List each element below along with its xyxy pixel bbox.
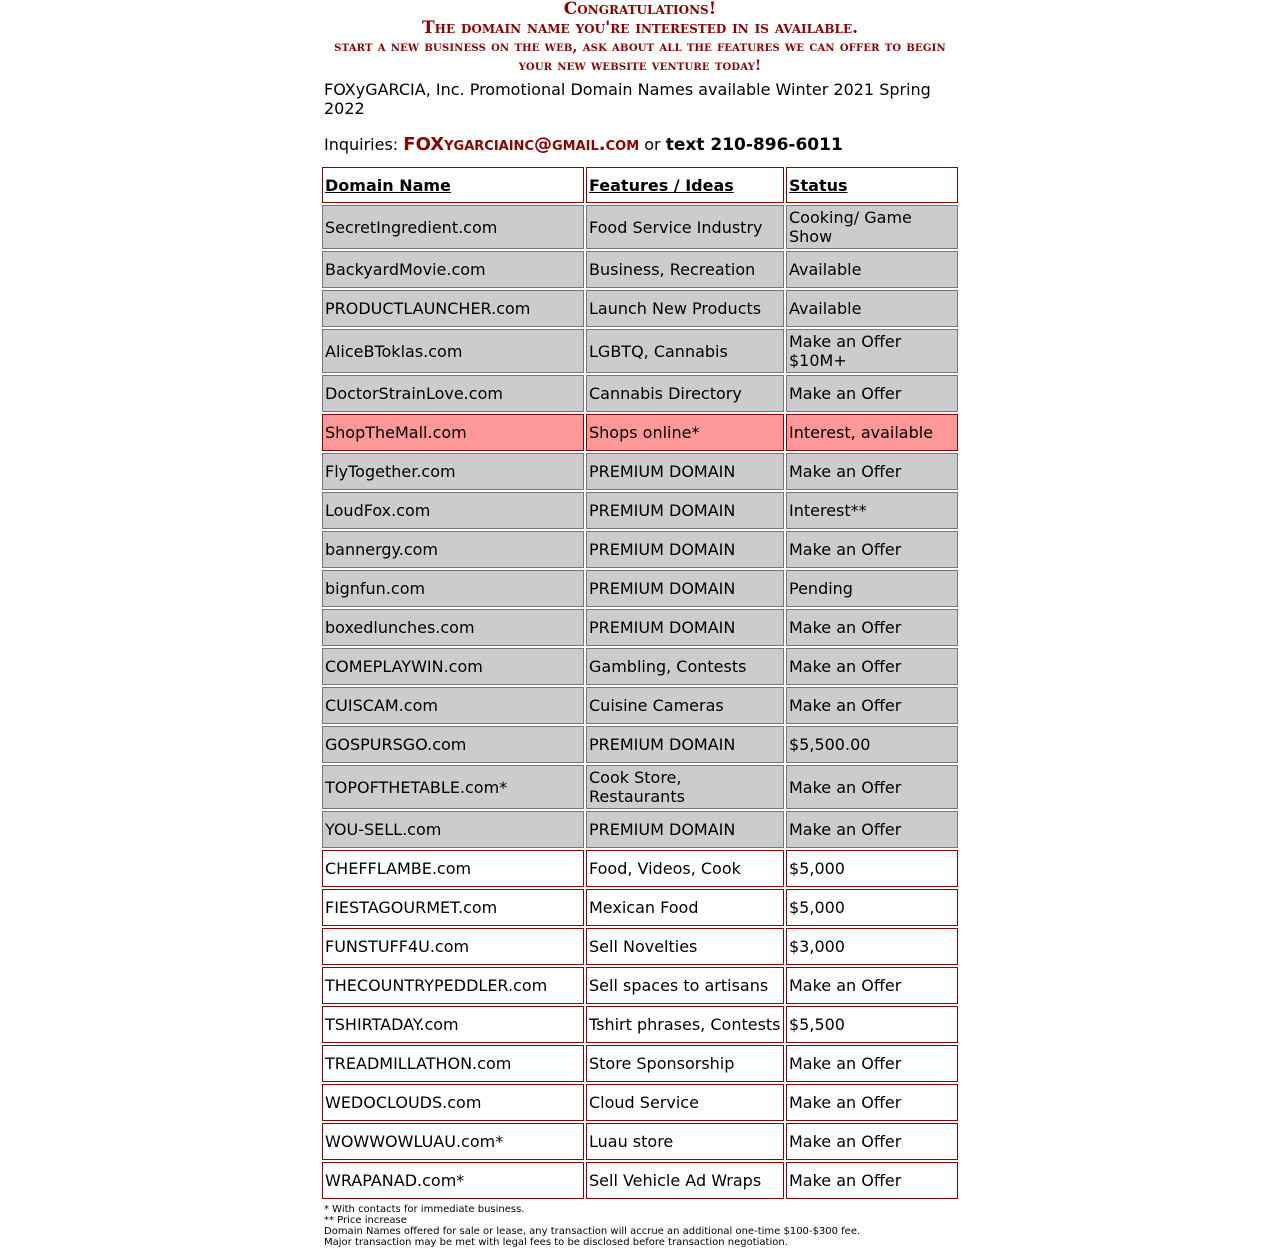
domain-name-cell: COMEPLAYWIN.com [322, 648, 584, 685]
feature-cell: PREMIUM DOMAIN [586, 570, 784, 607]
domain-name-cell: TREADMILLATHON.com [322, 1045, 584, 1082]
status-cell: $5,000 [786, 850, 958, 887]
table-row [322, 889, 958, 926]
status-cell: Make an Offer [786, 687, 958, 724]
footnote-fee: Domain Names offered for sale or lease, any transaction will accrue an additional one-time $100-$300 fee. [324, 1226, 861, 1237]
inquiries-line [324, 134, 958, 156]
header-domain-name: Domain Name [322, 167, 584, 203]
feature-cell: PREMIUM DOMAIN [586, 609, 784, 646]
status-cell: Available [786, 251, 958, 288]
status-cell: Make an Offer [786, 531, 958, 568]
feature-cell: PREMIUM DOMAIN [586, 811, 784, 848]
domain-name-cell: WEDOCLOUDS.com [322, 1084, 584, 1121]
feature-cell: Launch New Products [586, 290, 784, 327]
feature-cell: Cuisine Cameras [586, 687, 784, 724]
feature-cell: PREMIUM DOMAIN [586, 492, 784, 529]
table-row [322, 1123, 958, 1160]
table-row [322, 928, 958, 965]
feature-cell: Sell Vehicle Ad Wraps [586, 1162, 784, 1199]
table-row [322, 205, 958, 249]
domain-name-cell: YOU-SELL.com [322, 811, 584, 848]
status-cell: Available [786, 290, 958, 327]
feature-cell: Store Sponsorship [586, 1045, 784, 1082]
domain-name-cell: DoctorStrainLove.com [322, 375, 584, 412]
status-cell: Make an Offer $10M+ [786, 329, 958, 373]
footnote-contacts: * With contacts for immediate business. [324, 1204, 525, 1215]
domain-name-cell: CUISCAM.com [322, 687, 584, 724]
table-row [322, 648, 958, 685]
domain-name-cell: ShopTheMall.com [322, 414, 584, 451]
feature-cell: Food, Videos, Cook [586, 850, 784, 887]
domain-name-cell: bannergy.com [322, 531, 584, 568]
business-pitch-heading: start a new business on the web, ask about all the features we can offer to begin your new website venture today! [334, 39, 946, 74]
feature-cell: Mexican Food [586, 889, 784, 926]
domain-name-cell: bignfun.com [322, 570, 584, 607]
table-row [322, 1162, 958, 1199]
status-cell: Make an Offer [786, 1123, 958, 1160]
status-cell: Make an Offer [786, 811, 958, 848]
feature-cell: PREMIUM DOMAIN [586, 531, 784, 568]
status-cell: Cooking/ Game Show [786, 205, 958, 249]
status-cell: Pending [786, 570, 958, 607]
header-status: Status [786, 167, 958, 203]
table-row [322, 251, 958, 288]
page-content [322, 0, 958, 1248]
status-cell: Interest** [786, 492, 958, 529]
status-cell: Make an Offer [786, 967, 958, 1004]
status-cell: Make an Offer [786, 1084, 958, 1121]
status-cell: $5,500.00 [786, 726, 958, 763]
footnotes [324, 1204, 958, 1248]
table-row [322, 570, 958, 607]
table-row [322, 1084, 958, 1121]
domain-name-cell: GOSPURSGO.com [322, 726, 584, 763]
availability-heading: The domain name you're interested in is available. [421, 18, 859, 38]
footnote-price-increase: ** Price increase [324, 1215, 407, 1226]
domain-name-cell: SecretIngredient.com [322, 205, 584, 249]
table-row [322, 453, 958, 490]
domain-name-cell: THECOUNTRYPEDDLER.com [322, 967, 584, 1004]
domain-name-cell: FlyTogether.com [322, 453, 584, 490]
domain-name-cell: TSHIRTADAY.com [322, 1006, 584, 1043]
table-header-row [322, 167, 958, 203]
feature-cell: Business, Recreation [586, 251, 784, 288]
feature-cell: Luau store [586, 1123, 784, 1160]
status-cell: Make an Offer [786, 765, 958, 809]
text-phone-number: text 210-896-6011 [665, 135, 843, 155]
table-row [322, 850, 958, 887]
domain-name-cell: LoudFox.com [322, 492, 584, 529]
domain-name-cell: FUNSTUFF4U.com [322, 928, 584, 965]
table-row [322, 492, 958, 529]
status-cell: Interest, available [786, 414, 958, 451]
table-row [322, 726, 958, 763]
footnote-legal: Major transaction may be met with legal fees to be disclosed before transaction negotiation. [324, 1237, 788, 1248]
domain-name-cell: AliceBToklas.com [322, 329, 584, 373]
inquiries-label: Inquiries: [324, 135, 399, 154]
contact-email-link[interactable]: FOXygarciainc@gmail.com [403, 134, 640, 155]
feature-cell: Shops online* [586, 414, 784, 451]
table-row [322, 290, 958, 327]
table-row [322, 765, 958, 809]
feature-cell: PREMIUM DOMAIN [586, 453, 784, 490]
table-row [322, 1006, 958, 1043]
feature-cell: LGBTQ, Cannabis [586, 329, 784, 373]
domain-name-cell: PRODUCTLAUNCHER.com [322, 290, 584, 327]
feature-cell: Cloud Service [586, 1084, 784, 1121]
header-features-ideas: Features / Ideas [586, 167, 784, 203]
table-row [322, 967, 958, 1004]
page-header [322, 0, 958, 76]
domain-name-cell: BackyardMovie.com [322, 251, 584, 288]
status-cell: Make an Offer [786, 453, 958, 490]
feature-cell: Sell Novelties [586, 928, 784, 965]
table-row [322, 609, 958, 646]
status-cell: $3,000 [786, 928, 958, 965]
table-row [322, 375, 958, 412]
status-cell: Make an Offer [786, 648, 958, 685]
domain-name-cell: boxedlunches.com [322, 609, 584, 646]
feature-cell: Cannabis Directory [586, 375, 784, 412]
domain-name-cell: TOPOFTHETABLE.com* [322, 765, 584, 809]
status-cell: Make an Offer [786, 1045, 958, 1082]
status-cell: Make an Offer [786, 609, 958, 646]
table-row [322, 1045, 958, 1082]
domain-name-cell: CHEFFLAMBE.com [322, 850, 584, 887]
feature-cell: PREMIUM DOMAIN [586, 726, 784, 763]
domain-table [320, 165, 960, 1201]
domain-name-cell: WRAPANAD.com* [322, 1162, 584, 1199]
status-cell: Make an Offer [786, 1162, 958, 1199]
domain-name-cell: WOWWOWLUAU.com* [322, 1123, 584, 1160]
status-cell: $5,000 [786, 889, 958, 926]
table-row [322, 329, 958, 373]
feature-cell: Tshirt phrases, Contests [586, 1006, 784, 1043]
intro-text: FOXyGARCIA, Inc. Promotional Domain Names available Winter 2021 Spring 2022 [324, 80, 931, 118]
table-row [322, 414, 958, 451]
feature-cell: Sell spaces to artisans [586, 967, 784, 1004]
domain-name-cell: FIESTAGOURMET.com [322, 889, 584, 926]
feature-cell: Gambling, Contests [586, 648, 784, 685]
table-row [322, 811, 958, 848]
status-cell: $5,500 [786, 1006, 958, 1043]
congratulations-heading: Congratulations! [563, 0, 717, 19]
table-row [322, 531, 958, 568]
table-row [322, 687, 958, 724]
status-cell: Make an Offer [786, 375, 958, 412]
or-text: or [644, 135, 661, 154]
feature-cell: Cook Store, Restaurants [586, 765, 784, 809]
feature-cell: Food Service Industry [586, 205, 784, 249]
